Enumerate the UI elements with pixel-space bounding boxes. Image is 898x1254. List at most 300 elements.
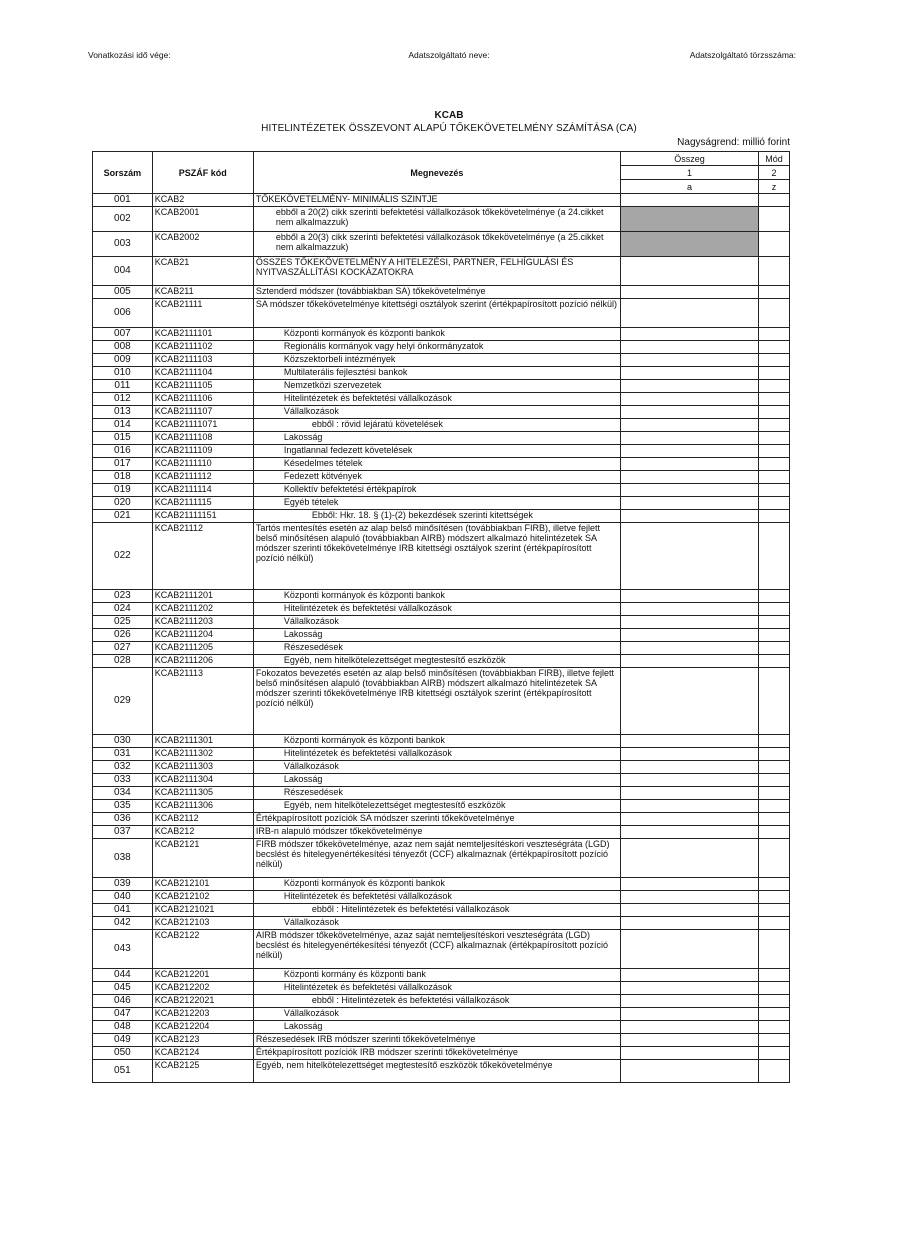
table-row bbox=[93, 1021, 790, 1034]
row-code: KCAB2111303 bbox=[152, 761, 253, 774]
row-amount-cell[interactable] bbox=[620, 406, 758, 419]
row-name: AIRB módszer tőkekövetelménye, azaz saját nemteljesítéskori veszteségráta (LGD) becslést és hitelegyenértékesítési tényezőt (CCF) alkalmaznak (értékpapírosított pozíció nélkül) bbox=[253, 930, 620, 969]
row-code: KCAB21111151 bbox=[152, 510, 253, 523]
table-row bbox=[93, 257, 790, 286]
row-mode-cell[interactable] bbox=[759, 380, 790, 393]
row-mode-cell[interactable] bbox=[759, 603, 790, 616]
row-mode-cell[interactable] bbox=[759, 257, 790, 286]
table-row bbox=[93, 232, 790, 257]
row-number: 027 bbox=[93, 642, 153, 655]
row-number: 033 bbox=[93, 774, 153, 787]
row-mode-cell[interactable] bbox=[759, 194, 790, 207]
table-row bbox=[93, 445, 790, 458]
row-name: SA módszer tőkekövetelménye kitettségi osztályok szerint (értékpapírosított pozíció nélkül) bbox=[253, 299, 620, 328]
row-name: Kollektív befektetési értékpapírok bbox=[253, 484, 620, 497]
row-amount-cell[interactable] bbox=[620, 826, 758, 839]
table-row bbox=[93, 497, 790, 510]
row-mode-cell[interactable] bbox=[759, 354, 790, 367]
row-code: KCAB2125 bbox=[152, 1060, 253, 1083]
row-mode-cell[interactable] bbox=[759, 655, 790, 668]
row-code: KCAB2001 bbox=[152, 207, 253, 232]
row-number: 018 bbox=[93, 471, 153, 484]
row-number: 046 bbox=[93, 995, 153, 1008]
table-row bbox=[93, 982, 790, 995]
row-name: ebből : Hitelintézetek és befektetési vállalkozások bbox=[253, 904, 620, 917]
row-amount-cell[interactable] bbox=[620, 616, 758, 629]
col-osszeg-number: 1 bbox=[620, 166, 758, 180]
row-code: KCAB2122 bbox=[152, 930, 253, 969]
row-number: 030 bbox=[93, 735, 153, 748]
row-number: 045 bbox=[93, 982, 153, 995]
row-name: Ebből: Hkr. 18. § (1)-(2) bekezdések szerinti kitettségek bbox=[253, 510, 620, 523]
table-row bbox=[93, 458, 790, 471]
row-name: Értékpapírosított pozíciók SA módszer szerinti tőkekövetelménye bbox=[253, 813, 620, 826]
row-amount-cell[interactable] bbox=[620, 523, 758, 590]
row-code: KCAB2002 bbox=[152, 232, 253, 257]
row-code: KCAB21111071 bbox=[152, 419, 253, 432]
row-name: Hitelintézetek és befektetési vállalkozások bbox=[253, 393, 620, 406]
row-amount-cell[interactable] bbox=[620, 629, 758, 642]
row-code: KCAB2 bbox=[152, 194, 253, 207]
row-mode-cell[interactable] bbox=[759, 207, 790, 232]
row-name: FIRB módszer tőkekövetelménye, azaz nem saját nemteljesítéskori veszteségráta (LGD) becslést és hitelegyenértékesítési tényezőt (CCF) alkalmaznak (értékpapírosított pozíció nélkül) bbox=[253, 839, 620, 878]
row-code: KCAB2111304 bbox=[152, 774, 253, 787]
row-mode-cell[interactable] bbox=[759, 969, 790, 982]
row-name: Lakosság bbox=[253, 432, 620, 445]
row-mode-cell[interactable] bbox=[759, 1047, 790, 1060]
row-amount-cell[interactable] bbox=[620, 207, 758, 232]
row-mode-cell[interactable] bbox=[759, 642, 790, 655]
row-amount-cell[interactable] bbox=[620, 917, 758, 930]
row-code: KCAB2111305 bbox=[152, 787, 253, 800]
row-name: Egyéb, nem hitelkötelezettséget megtestesítő eszközök bbox=[253, 800, 620, 813]
row-mode-cell[interactable] bbox=[759, 878, 790, 891]
row-number: 016 bbox=[93, 445, 153, 458]
row-amount-cell[interactable] bbox=[620, 590, 758, 603]
row-code: KCAB2123 bbox=[152, 1034, 253, 1047]
table-row bbox=[93, 286, 790, 299]
unit-label: Nagyságrend: millió forint bbox=[677, 137, 790, 148]
row-name: Vállalkozások bbox=[253, 761, 620, 774]
row-code: KCAB212 bbox=[152, 826, 253, 839]
row-code: KCAB21113 bbox=[152, 668, 253, 735]
row-name: ebből a 20(2) cikk szerinti befektetési vállalkozások tőkekövetelménye (a 24.cikket nem alkalmazzuk) bbox=[253, 207, 620, 232]
row-number: 039 bbox=[93, 878, 153, 891]
row-amount-cell[interactable] bbox=[620, 393, 758, 406]
row-mode-cell[interactable] bbox=[759, 590, 790, 603]
row-name: Egyéb tételek bbox=[253, 497, 620, 510]
row-code: KCAB2111201 bbox=[152, 590, 253, 603]
row-amount-cell[interactable] bbox=[620, 603, 758, 616]
table-row bbox=[93, 341, 790, 354]
table-row bbox=[93, 380, 790, 393]
row-amount-cell[interactable] bbox=[620, 286, 758, 299]
row-amount-cell[interactable] bbox=[620, 458, 758, 471]
row-mode-cell[interactable] bbox=[759, 774, 790, 787]
row-code: KCAB2122021 bbox=[152, 995, 253, 1008]
row-number: 001 bbox=[93, 194, 153, 207]
row-mode-cell[interactable] bbox=[759, 668, 790, 735]
row-code: KCAB2111103 bbox=[152, 354, 253, 367]
row-name: Központi kormányok és központi bankok bbox=[253, 878, 620, 891]
row-mode-cell[interactable] bbox=[759, 616, 790, 629]
row-code: KCAB2111301 bbox=[152, 735, 253, 748]
row-amount-cell[interactable] bbox=[620, 1060, 758, 1083]
row-code: KCAB2111105 bbox=[152, 380, 253, 393]
row-number: 041 bbox=[93, 904, 153, 917]
row-name: Értékpapírosított pozíciók IRB módszer szerinti tőkekövetelménye bbox=[253, 1047, 620, 1060]
row-number: 040 bbox=[93, 891, 153, 904]
row-amount-cell[interactable] bbox=[620, 800, 758, 813]
row-amount-cell[interactable] bbox=[620, 354, 758, 367]
table-row bbox=[93, 207, 790, 232]
row-mode-cell[interactable] bbox=[759, 1008, 790, 1021]
row-number: 015 bbox=[93, 432, 153, 445]
row-number: 034 bbox=[93, 787, 153, 800]
row-name: Multilaterális fejlesztési bankok bbox=[253, 367, 620, 380]
row-name: Lakosság bbox=[253, 1021, 620, 1034]
row-number: 022 bbox=[93, 523, 153, 590]
row-code: KCAB2111101 bbox=[152, 328, 253, 341]
row-mode-cell[interactable] bbox=[759, 1060, 790, 1083]
row-mode-cell[interactable] bbox=[759, 328, 790, 341]
row-name: Lakosság bbox=[253, 629, 620, 642]
row-amount-cell[interactable] bbox=[620, 1008, 758, 1021]
row-mode-cell[interactable] bbox=[759, 891, 790, 904]
row-code: KCAB2111109 bbox=[152, 445, 253, 458]
row-mode-cell[interactable] bbox=[759, 484, 790, 497]
row-mode-cell[interactable] bbox=[759, 813, 790, 826]
table-row bbox=[93, 655, 790, 668]
row-name: Részesedések bbox=[253, 642, 620, 655]
row-mode-cell[interactable] bbox=[759, 982, 790, 995]
row-number: 044 bbox=[93, 969, 153, 982]
table-row bbox=[93, 471, 790, 484]
row-amount-cell[interactable] bbox=[620, 419, 758, 432]
row-name: Vállalkozások bbox=[253, 616, 620, 629]
row-number: 029 bbox=[93, 668, 153, 735]
row-number: 047 bbox=[93, 1008, 153, 1021]
row-mode-cell[interactable] bbox=[759, 629, 790, 642]
row-mode-cell[interactable] bbox=[759, 445, 790, 458]
row-code: KCAB2112 bbox=[152, 813, 253, 826]
table-row bbox=[93, 603, 790, 616]
row-code: KCAB2111205 bbox=[152, 642, 253, 655]
row-code: KCAB2111110 bbox=[152, 458, 253, 471]
row-name: Egyéb, nem hitelkötelezettséget megtestesítő eszközök tőkekövetelménye bbox=[253, 1060, 620, 1083]
row-amount-cell[interactable] bbox=[620, 995, 758, 1008]
table-row bbox=[93, 510, 790, 523]
row-amount-cell[interactable] bbox=[620, 1047, 758, 1060]
row-number: 036 bbox=[93, 813, 153, 826]
row-amount-cell[interactable] bbox=[620, 969, 758, 982]
row-name: Késedelmes tételek bbox=[253, 458, 620, 471]
row-amount-cell[interactable] bbox=[620, 341, 758, 354]
row-mode-cell[interactable] bbox=[759, 748, 790, 761]
table-row bbox=[93, 800, 790, 813]
col-header-megnevezes: Megnevezés bbox=[253, 152, 620, 194]
row-code: KCAB2124 bbox=[152, 1047, 253, 1060]
row-number: 043 bbox=[93, 930, 153, 969]
row-name: Központi kormányok és központi bankok bbox=[253, 590, 620, 603]
row-code: KCAB2111204 bbox=[152, 629, 253, 642]
row-name: Ingatlannal fedezett követelések bbox=[253, 445, 620, 458]
row-mode-cell[interactable] bbox=[759, 432, 790, 445]
form-code-title: KCAB bbox=[434, 110, 464, 121]
row-name: Sztenderd módszer (továbbiakban SA) tőkekövetelménye bbox=[253, 286, 620, 299]
row-mode-cell[interactable] bbox=[759, 367, 790, 380]
row-name: Részesedések bbox=[253, 787, 620, 800]
row-amount-cell[interactable] bbox=[620, 484, 758, 497]
row-name: Lakosság bbox=[253, 774, 620, 787]
row-mode-cell[interactable] bbox=[759, 826, 790, 839]
row-name: Hitelintézetek és befektetési vállalkozások bbox=[253, 603, 620, 616]
row-amount-cell[interactable] bbox=[620, 432, 758, 445]
row-mode-cell[interactable] bbox=[759, 904, 790, 917]
row-code: KCAB2111306 bbox=[152, 800, 253, 813]
table-row bbox=[93, 354, 790, 367]
row-amount-cell[interactable] bbox=[620, 735, 758, 748]
row-number: 010 bbox=[93, 367, 153, 380]
table-row bbox=[93, 904, 790, 917]
row-number: 017 bbox=[93, 458, 153, 471]
row-mode-cell[interactable] bbox=[759, 930, 790, 969]
row-number: 049 bbox=[93, 1034, 153, 1047]
row-mode-cell[interactable] bbox=[759, 471, 790, 484]
row-code: KCAB212201 bbox=[152, 969, 253, 982]
row-number: 020 bbox=[93, 497, 153, 510]
row-amount-cell[interactable] bbox=[620, 813, 758, 826]
row-name: Vállalkozások bbox=[253, 406, 620, 419]
row-number: 032 bbox=[93, 761, 153, 774]
row-number: 012 bbox=[93, 393, 153, 406]
report-table bbox=[92, 151, 790, 1083]
table-row bbox=[93, 406, 790, 419]
row-name: Fokozatos bevezetés esetén az alap belső minősítésen (továbbiakban FIRB), illetve fejlett belső minősítésen alapuló (továbbiakban AIRB) módszert alkalmazó hitelintézetek SA módszer szerinti tőkekövetelménye IRB kitettségi osztályok szerint (értékpapírosított pozíció nélkül) bbox=[253, 668, 620, 735]
row-amount-cell[interactable] bbox=[620, 299, 758, 328]
row-mode-cell[interactable] bbox=[759, 917, 790, 930]
row-amount-cell[interactable] bbox=[620, 878, 758, 891]
row-number: 011 bbox=[93, 380, 153, 393]
row-mode-cell[interactable] bbox=[759, 839, 790, 878]
row-name: ebből : rövid lejáratú követelések bbox=[253, 419, 620, 432]
row-amount-cell[interactable] bbox=[620, 510, 758, 523]
row-amount-cell[interactable] bbox=[620, 471, 758, 484]
col-osszeg-letter: a bbox=[620, 180, 758, 194]
row-name: Közszektorbeli intézmények bbox=[253, 354, 620, 367]
row-name: Tartós mentesítés esetén az alap belső minősítésen (továbbiakban FIRB), illetve fejlett belső minősítésen alapuló (továbbiakban AIRB) módszert alkalmazó hitelintézetek SA módszer szerinti tőkekövetelménye IRB kitettségi osztályok szerint (értékpapírosított pozíció nélkül) bbox=[253, 523, 620, 590]
row-code: KCAB2111114 bbox=[152, 484, 253, 497]
table-row bbox=[93, 1008, 790, 1021]
row-code: KCAB2111203 bbox=[152, 616, 253, 629]
col-mod-letter: z bbox=[759, 180, 790, 194]
row-number: 009 bbox=[93, 354, 153, 367]
row-amount-cell[interactable] bbox=[620, 642, 758, 655]
row-amount-cell[interactable] bbox=[620, 232, 758, 257]
row-code: KCAB2111104 bbox=[152, 367, 253, 380]
table-row bbox=[93, 194, 790, 207]
header-provider-id: Adatszolgáltató törzsszáma: bbox=[689, 50, 796, 60]
row-name: Regionális kormányok vagy helyi önkormányzatok bbox=[253, 341, 620, 354]
row-code: KCAB21111 bbox=[152, 299, 253, 328]
table-row bbox=[93, 328, 790, 341]
row-number: 035 bbox=[93, 800, 153, 813]
table-row bbox=[93, 432, 790, 445]
row-amount-cell[interactable] bbox=[620, 982, 758, 995]
row-number: 025 bbox=[93, 616, 153, 629]
row-number: 013 bbox=[93, 406, 153, 419]
row-amount-cell[interactable] bbox=[620, 328, 758, 341]
row-amount-cell[interactable] bbox=[620, 891, 758, 904]
table-row bbox=[93, 787, 790, 800]
row-code: KCAB212102 bbox=[152, 891, 253, 904]
row-name: ebből a 20(3) cikk szerinti befektetési vállalkozások tőkekövetelménye (a 25.cikket nem alkalmazzuk) bbox=[253, 232, 620, 257]
row-amount-cell[interactable] bbox=[620, 774, 758, 787]
table-row bbox=[93, 523, 790, 590]
table-row bbox=[93, 995, 790, 1008]
row-amount-cell[interactable] bbox=[620, 445, 758, 458]
row-amount-cell[interactable] bbox=[620, 367, 758, 380]
row-mode-cell[interactable] bbox=[759, 1021, 790, 1034]
row-mode-cell[interactable] bbox=[759, 497, 790, 510]
row-amount-cell[interactable] bbox=[620, 194, 758, 207]
row-amount-cell[interactable] bbox=[620, 497, 758, 510]
row-code: KCAB212103 bbox=[152, 917, 253, 930]
row-mode-cell[interactable] bbox=[759, 787, 790, 800]
row-number: 051 bbox=[93, 1060, 153, 1083]
table-row bbox=[93, 419, 790, 432]
row-code: KCAB2111102 bbox=[152, 341, 253, 354]
row-number: 019 bbox=[93, 484, 153, 497]
table-row bbox=[93, 761, 790, 774]
row-mode-cell[interactable] bbox=[759, 286, 790, 299]
row-name: ÖSSZES TŐKEKÖVETELMÉNY A HITELEZÉSI, PARTNER, FELHÍGULÁSI ÉS NYITVASZÁLLÍTÁSI KOCKÁZATOKRA bbox=[253, 257, 620, 286]
row-mode-cell[interactable] bbox=[759, 299, 790, 328]
row-name: IRB-n alapuló módszer tőkekövetelménye bbox=[253, 826, 620, 839]
row-mode-cell[interactable] bbox=[759, 1034, 790, 1047]
row-mode-cell[interactable] bbox=[759, 523, 790, 590]
col-header-mod: Mód bbox=[759, 152, 790, 166]
row-code: KCAB2111302 bbox=[152, 748, 253, 761]
row-number: 023 bbox=[93, 590, 153, 603]
row-amount-cell[interactable] bbox=[620, 761, 758, 774]
table-row bbox=[93, 1034, 790, 1047]
row-name: Központi kormány és központi bank bbox=[253, 969, 620, 982]
row-amount-cell[interactable] bbox=[620, 787, 758, 800]
table-row bbox=[93, 590, 790, 603]
table-row bbox=[93, 299, 790, 328]
table-body bbox=[93, 194, 790, 1083]
row-amount-cell[interactable] bbox=[620, 904, 758, 917]
row-amount-cell[interactable] bbox=[620, 655, 758, 668]
row-mode-cell[interactable] bbox=[759, 406, 790, 419]
row-code: KCAB2111106 bbox=[152, 393, 253, 406]
table-row bbox=[93, 878, 790, 891]
row-mode-cell[interactable] bbox=[759, 761, 790, 774]
row-number: 014 bbox=[93, 419, 153, 432]
row-amount-cell[interactable] bbox=[620, 257, 758, 286]
row-number: 031 bbox=[93, 748, 153, 761]
row-number: 042 bbox=[93, 917, 153, 930]
row-code: KCAB212202 bbox=[152, 982, 253, 995]
row-name: Központi kormányok és központi bankok bbox=[253, 328, 620, 341]
row-code: KCAB2121021 bbox=[152, 904, 253, 917]
row-mode-cell[interactable] bbox=[759, 458, 790, 471]
row-mode-cell[interactable] bbox=[759, 232, 790, 257]
row-amount-cell[interactable] bbox=[620, 839, 758, 878]
table-row bbox=[93, 826, 790, 839]
table-row bbox=[93, 774, 790, 787]
row-mode-cell[interactable] bbox=[759, 800, 790, 813]
row-number: 004 bbox=[93, 257, 153, 286]
row-mode-cell[interactable] bbox=[759, 393, 790, 406]
row-amount-cell[interactable] bbox=[620, 930, 758, 969]
row-mode-cell[interactable] bbox=[759, 341, 790, 354]
table-row bbox=[93, 813, 790, 826]
header-provider-name: Adatszolgáltató neve: bbox=[408, 50, 490, 60]
table-row bbox=[93, 629, 790, 642]
table-row bbox=[93, 969, 790, 982]
row-code: KCAB2111108 bbox=[152, 432, 253, 445]
table-row bbox=[93, 1047, 790, 1060]
row-amount-cell[interactable] bbox=[620, 668, 758, 735]
row-mode-cell[interactable] bbox=[759, 995, 790, 1008]
row-number: 038 bbox=[93, 839, 153, 878]
row-name: Fedezett kötvények bbox=[253, 471, 620, 484]
row-number: 007 bbox=[93, 328, 153, 341]
row-number: 006 bbox=[93, 299, 153, 328]
row-name: Hitelintézetek és befektetési vállalkozások bbox=[253, 748, 620, 761]
row-number: 008 bbox=[93, 341, 153, 354]
row-amount-cell[interactable] bbox=[620, 1034, 758, 1047]
row-name: Egyéb, nem hitelkötelezettséget megtestesítő eszközök bbox=[253, 655, 620, 668]
table-row bbox=[93, 930, 790, 969]
col-header-sorszam: Sorszám bbox=[93, 152, 153, 194]
row-number: 003 bbox=[93, 232, 153, 257]
row-number: 037 bbox=[93, 826, 153, 839]
row-name: Hitelintézetek és befektetési vállalkozások bbox=[253, 982, 620, 995]
row-mode-cell[interactable] bbox=[759, 510, 790, 523]
row-mode-cell[interactable] bbox=[759, 735, 790, 748]
row-code: KCAB2111115 bbox=[152, 497, 253, 510]
row-name: Nemzetközi szervezetek bbox=[253, 380, 620, 393]
table-row bbox=[93, 748, 790, 761]
row-amount-cell[interactable] bbox=[620, 1021, 758, 1034]
row-name: Vállalkozások bbox=[253, 1008, 620, 1021]
row-amount-cell[interactable] bbox=[620, 380, 758, 393]
row-amount-cell[interactable] bbox=[620, 748, 758, 761]
col-header-kod: PSZÁF kód bbox=[152, 152, 253, 194]
row-mode-cell[interactable] bbox=[759, 419, 790, 432]
row-code: KCAB2121 bbox=[152, 839, 253, 878]
row-code: KCAB2111107 bbox=[152, 406, 253, 419]
row-name: ebből : Hitelintézetek és befektetési vállalkozások bbox=[253, 995, 620, 1008]
row-name: TŐKEKÖVETELMÉNY- MINIMÁLIS SZINTJE bbox=[253, 194, 620, 207]
table-row bbox=[93, 1060, 790, 1083]
col-mod-number: 2 bbox=[759, 166, 790, 180]
header-period-end: Vonatkozási idő vége: bbox=[88, 50, 171, 60]
row-code: KCAB212204 bbox=[152, 1021, 253, 1034]
table-row bbox=[93, 735, 790, 748]
table-row bbox=[93, 839, 790, 878]
table-row bbox=[93, 616, 790, 629]
row-name: Vállalkozások bbox=[253, 917, 620, 930]
row-code: KCAB21 bbox=[152, 257, 253, 286]
table-row bbox=[93, 668, 790, 735]
row-number: 002 bbox=[93, 207, 153, 232]
row-number: 048 bbox=[93, 1021, 153, 1034]
row-name: Részesedések IRB módszer szerinti tőkekövetelménye bbox=[253, 1034, 620, 1047]
